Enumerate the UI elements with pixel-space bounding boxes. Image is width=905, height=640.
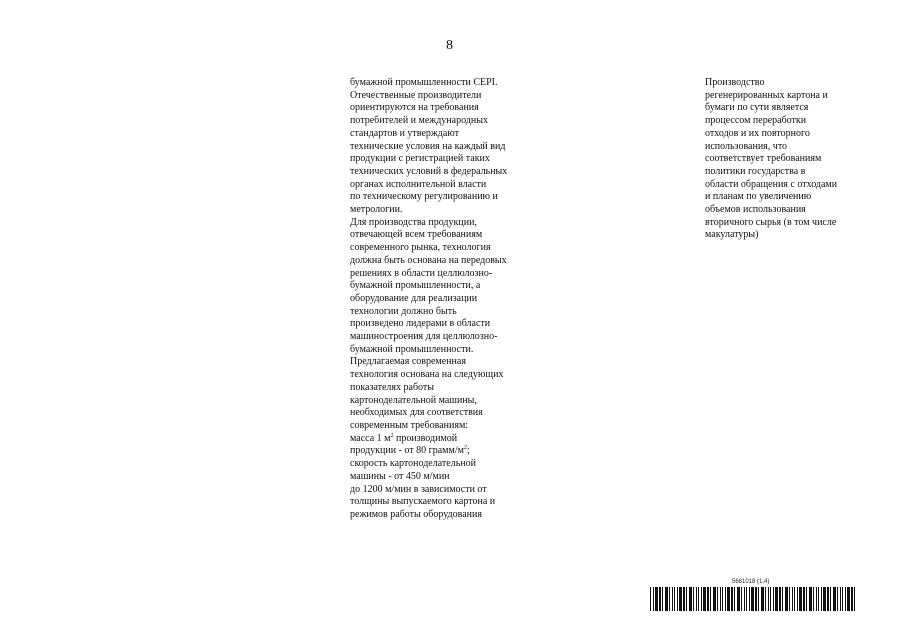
text-line: регенерированных картона и: [705, 89, 828, 101]
superscript: 2: [390, 432, 394, 439]
text-line: должна быть основана на передовых: [350, 254, 507, 266]
text-line: бумажной промышленности CEPI.: [350, 77, 498, 88]
text-line: метрологии.: [350, 204, 403, 216]
text-line: Предлагаемая современная: [350, 356, 466, 368]
mass-text: масса 1 м: [350, 432, 391, 444]
text-line: макулатуры): [705, 229, 759, 241]
text-line: толщины выпускаемого картона и: [350, 496, 496, 508]
text-line: вторичного сырья (в том числе: [705, 216, 837, 228]
text-line: решениях в области целлюлозно-: [350, 267, 493, 279]
text-line: бумажной промышленности, а: [350, 280, 481, 292]
text-line: использования, что: [705, 140, 788, 152]
text-line: картоноделательной машины,: [350, 394, 477, 406]
text-line: современным требованиям:: [350, 419, 469, 431]
text-line: политики государства в: [705, 165, 806, 177]
text-line: отходов и их повторного: [705, 127, 810, 139]
right-text-column: [705, 77, 837, 242]
left-text-column: [350, 77, 507, 522]
text-line: соответствует требованиям: [705, 153, 822, 165]
text-line: ориентируются на требования: [350, 102, 479, 114]
mass-unit-text: продукции - от 80 грамм/м: [350, 445, 464, 457]
superscript: 2: [463, 445, 467, 452]
text-line: современного рынка, технология: [350, 242, 491, 254]
text-line: по техническому регулированию и: [350, 191, 498, 203]
text-line: машины - от 450 м/мин: [350, 470, 450, 482]
mass-text-end: производимой: [393, 432, 458, 444]
text-line: бумаги по сути является: [705, 102, 809, 114]
mass-line: [350, 433, 507, 446]
text-line: стандартов и утверждают: [350, 127, 460, 139]
text-line: машиностроения для целлюлозно-: [350, 331, 498, 343]
text-line: скорость картоноделательной: [350, 458, 476, 470]
text-line: органах исполнительной власти: [350, 178, 487, 190]
text-line: потребителей и международных: [350, 115, 488, 127]
text-line: режимов работы оборудования: [350, 508, 482, 520]
page-number: 8: [446, 38, 453, 53]
text-line: оборудование для реализации: [350, 292, 478, 304]
text-line: технологии должно быть: [350, 305, 457, 317]
text-line: технических условий в федеральных: [350, 165, 508, 177]
text-line: технические условия на каждый вид: [350, 140, 506, 152]
text-line: необходимых для соответствия: [350, 407, 483, 419]
text-line: произведено лидерами в области: [350, 318, 491, 330]
mass-unit-line: [350, 445, 507, 458]
text-line: области обращения с отходами: [705, 178, 838, 190]
text-line: объемов использования: [705, 204, 806, 216]
barcode-label: 5681018 (1.4): [732, 579, 770, 585]
text-line: Для производства продукции,: [350, 216, 477, 228]
text-line: процессом переработки: [705, 115, 807, 127]
text-line: продукции с регистрацией таких: [350, 153, 490, 165]
text-line: показателях работы: [350, 381, 435, 393]
text-line: технология основана на следующих: [350, 369, 504, 381]
text-line: Отечественные производители: [350, 89, 482, 101]
text-line: отвечающей всем требованиям: [350, 229, 483, 241]
text-line: и планам по увеличению: [705, 191, 812, 203]
text-line: до 1200 м/мин в зависимости от: [350, 483, 487, 495]
text-line: бумажной промышленности.: [350, 343, 474, 355]
mass-unit-end: ;: [466, 445, 470, 457]
barcode-icon: [650, 587, 856, 611]
text-line: Производство: [705, 77, 765, 88]
